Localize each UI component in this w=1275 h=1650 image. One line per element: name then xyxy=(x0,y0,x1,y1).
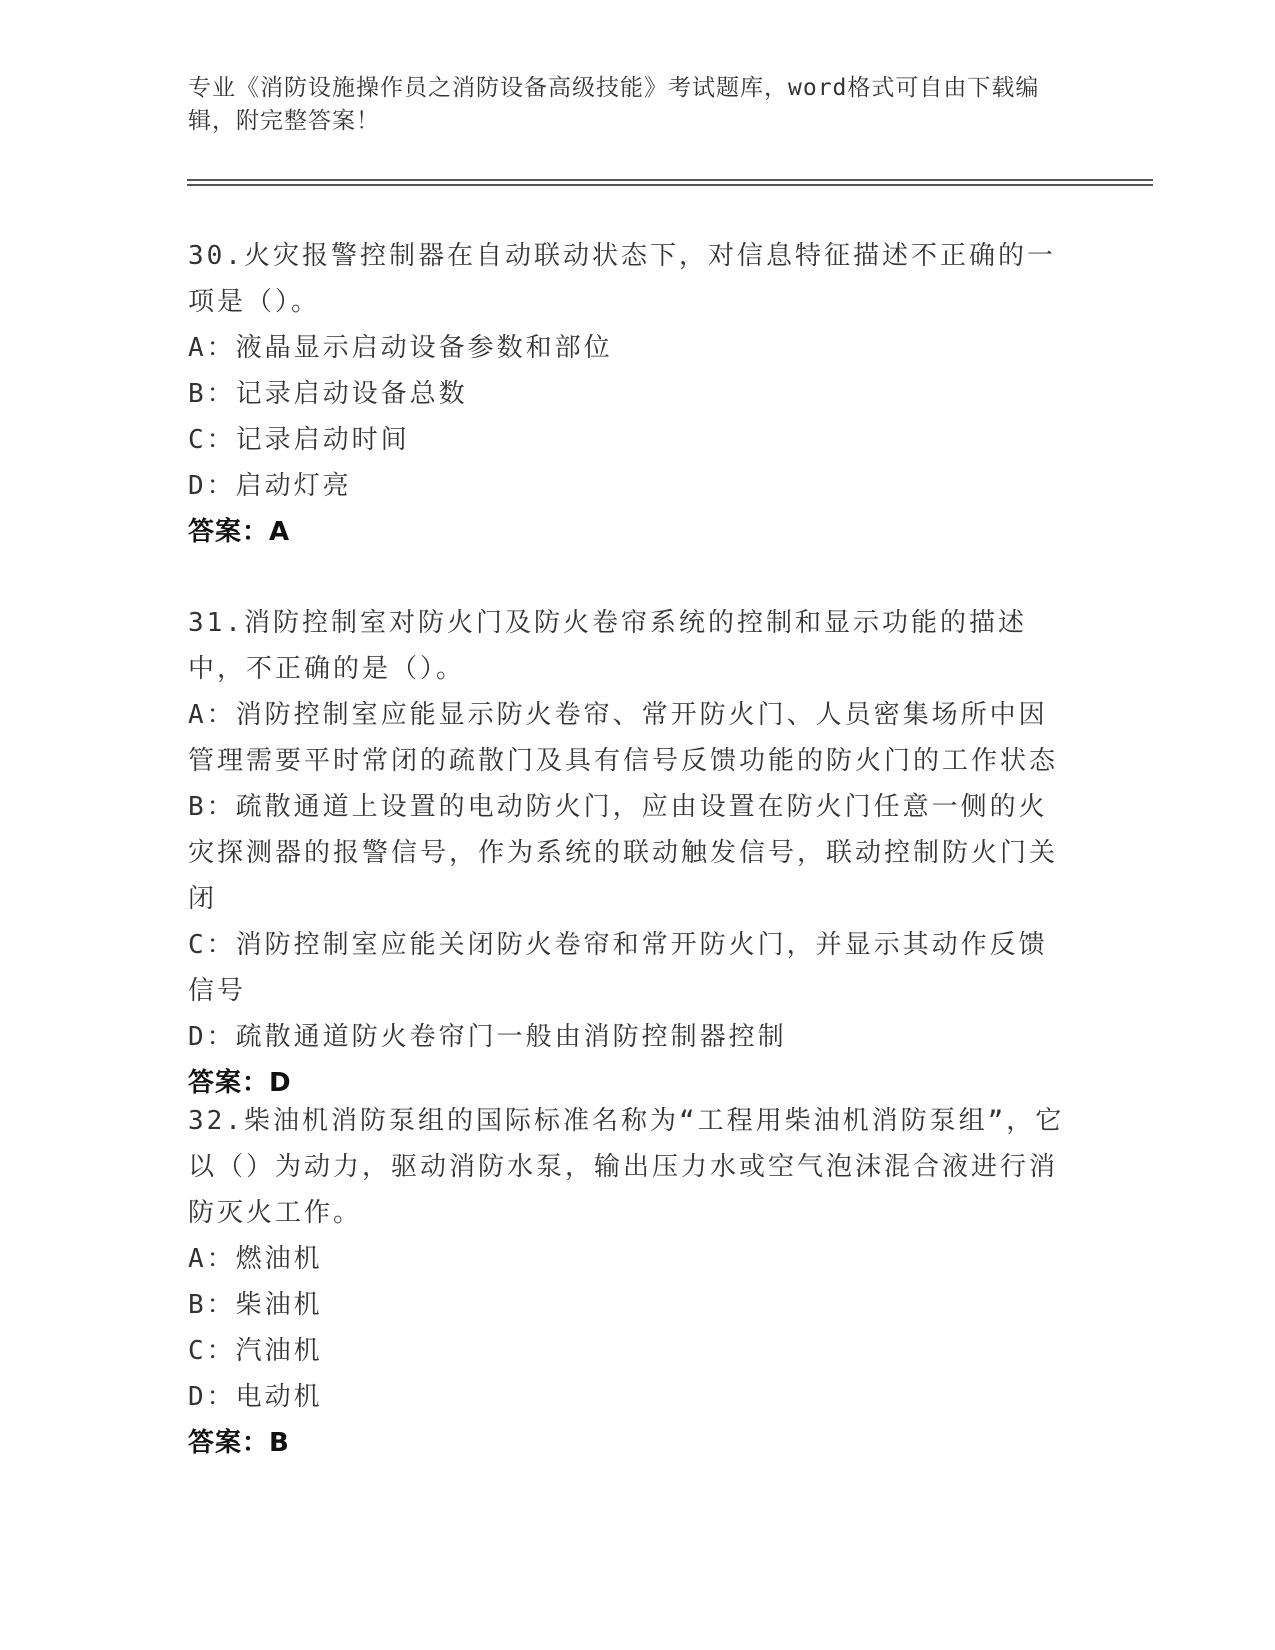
question-stem: 32.柴油机消防泵组的国际标准名称为“工程用柴油机消防泵组”，它以（）为动力，驱动消防水泵，输出压力水或空气泡沫混合液进行消防灭火工作。 xyxy=(188,1106,1065,1228)
option-d: D：疏散通道防火卷帘门一般由消防控制器控制 xyxy=(188,1022,787,1052)
document-header: 专业《消防设施操作员之消防设备高级技能》考试题库，word格式可自由下载编辑，附完整答案！ xyxy=(188,75,1040,134)
question-stem: 30.火灾报警控制器在自动联动状态下，对信息特征描述不正确的一项是（）。 xyxy=(188,241,1056,317)
option-c: C：汽油机 xyxy=(188,1336,323,1366)
option-c: C：消防控制室应能关闭防火卷帘和常开防火门，并显示其动作反馈信号 xyxy=(188,930,1048,1006)
option-b: B：柴油机 xyxy=(188,1290,323,1320)
option-b: B：记录启动设备总数 xyxy=(188,379,468,409)
question-32 xyxy=(188,1098,1068,1466)
answer-label: 答案：A xyxy=(188,517,291,547)
option-a: A：消防控制室应能显示防火卷帘、常开防火门、人员密集场所中因管理需要平时常闭的疏散门及具有信号反馈功能的防火门的工作状态 xyxy=(188,700,1059,776)
option-a: A：液晶显示启动设备参数和部位 xyxy=(188,333,613,363)
question-stem: 31.消防控制室对防火门及防火卷帘系统的控制和显示功能的描述中，不正确的是（）。 xyxy=(188,608,1027,684)
answer-label: 答案：D xyxy=(188,1068,292,1098)
header-divider-top xyxy=(187,179,1153,181)
option-d: D：启动灯亮 xyxy=(188,471,352,501)
answer-label: 答案：B xyxy=(188,1428,290,1458)
option-d: D：电动机 xyxy=(188,1382,323,1412)
option-b: B：疏散通道上设置的电动防火门，应由设置在防火门任意一侧的火灾探测器的报警信号，作为系统的联动触发信号，联动控制防火门关闭 xyxy=(188,792,1059,914)
question-31 xyxy=(188,600,1068,1106)
question-30 xyxy=(188,233,1068,555)
option-a: A：燃油机 xyxy=(188,1244,323,1274)
option-c: C：记录启动时间 xyxy=(188,425,410,455)
header-divider-bottom xyxy=(187,184,1153,186)
